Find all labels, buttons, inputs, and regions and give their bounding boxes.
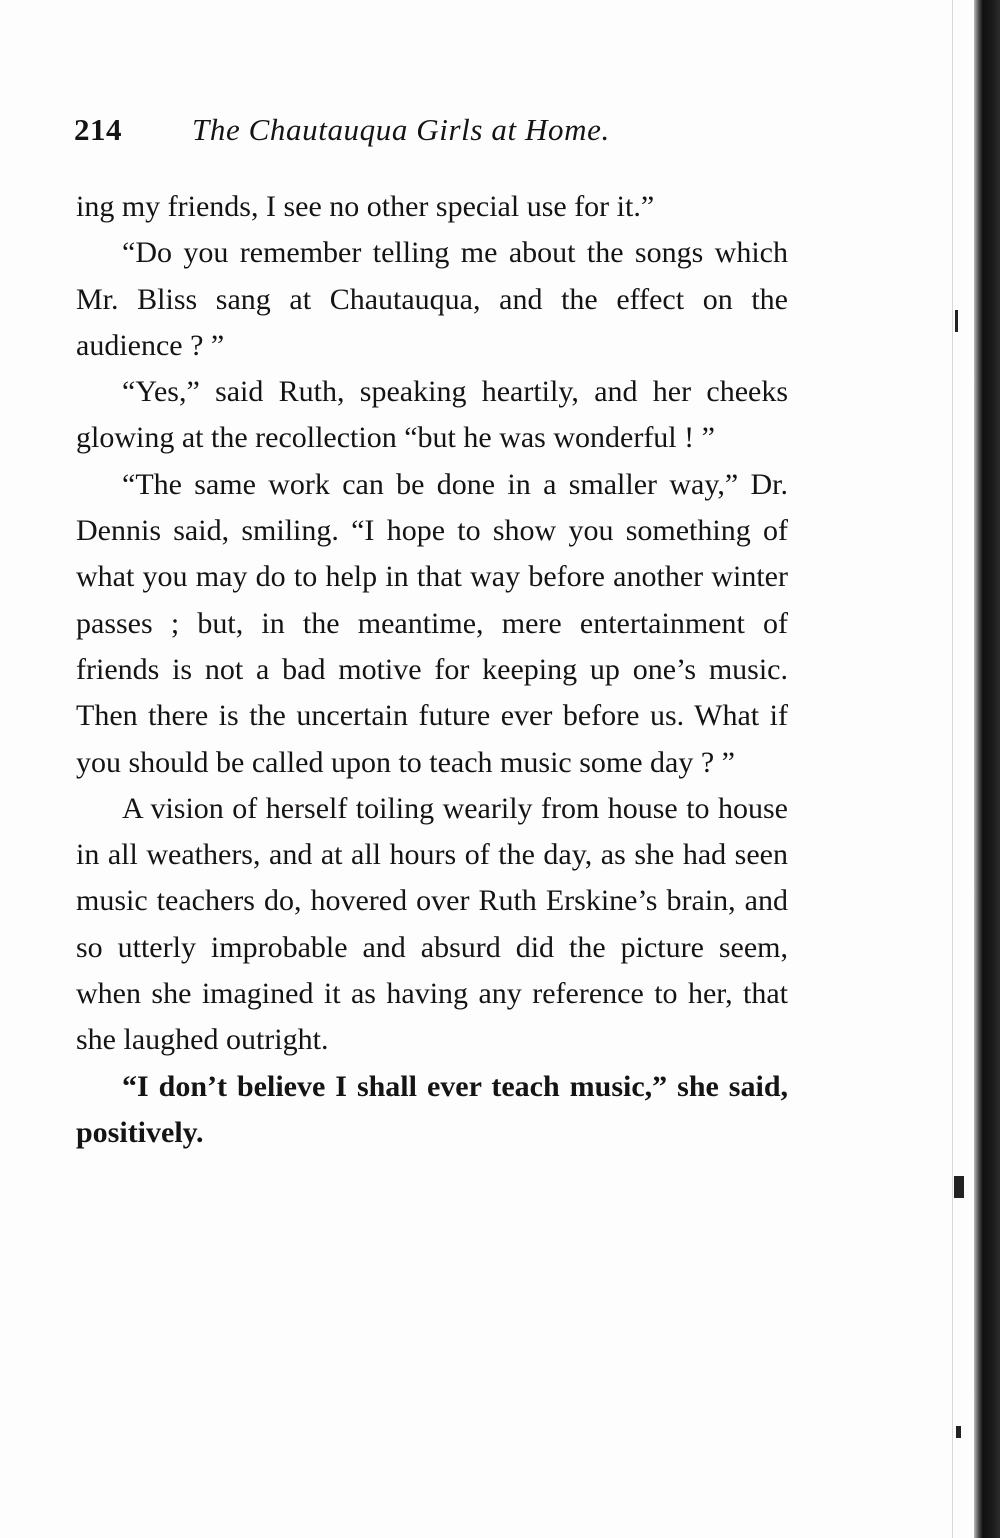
paragraph: “I don’t believe I shall ever teach music,” she said, positively. (76, 1069, 788, 1149)
paragraph: “Yes,” said Ruth, speaking heartily, and her cheeks glowing at the recollection “but he was wonderful ! ” (76, 375, 788, 455)
page-header (74, 112, 794, 156)
page-number: 214 (74, 112, 122, 147)
scan-edge-line (952, 0, 953, 1538)
binding-edge (974, 0, 1000, 1538)
scan-edge-mark (954, 1176, 964, 1198)
scan-edge-mark (956, 1426, 961, 1438)
running-title: The Chautauqua Girls at Home. (192, 112, 610, 147)
paragraph: “The same work can be done in a smaller way,” Dr. Dennis said, smiling. “I hope to show you something of what you may do to help in that way before another winter passes ; but, in the meantime, mere entertainment of friends is not a bad motive for keeping up one’s music. Then there is the uncertain future ever before us. What if you should be called upon to teach music some day ? ” (76, 467, 788, 779)
paragraph: “Do you remember telling me about the songs which Mr. Bliss sang at Chautauqua, and the effect on the audience ? ” (76, 236, 788, 362)
body-text (76, 184, 788, 1156)
paragraph: A vision of herself toiling wearily from house to house in all weathers, and at all hours of the day, as she had seen music teachers do, hovered over Ruth Erskine’s brain, and so utterly improbable and absurd did the picture seem, when she imagined it as having any reference to her, that she laughed outright. (76, 791, 788, 1057)
paragraph: ing my friends, I see no other special use for it.” (76, 190, 655, 223)
scan-edge-mark (955, 310, 958, 332)
